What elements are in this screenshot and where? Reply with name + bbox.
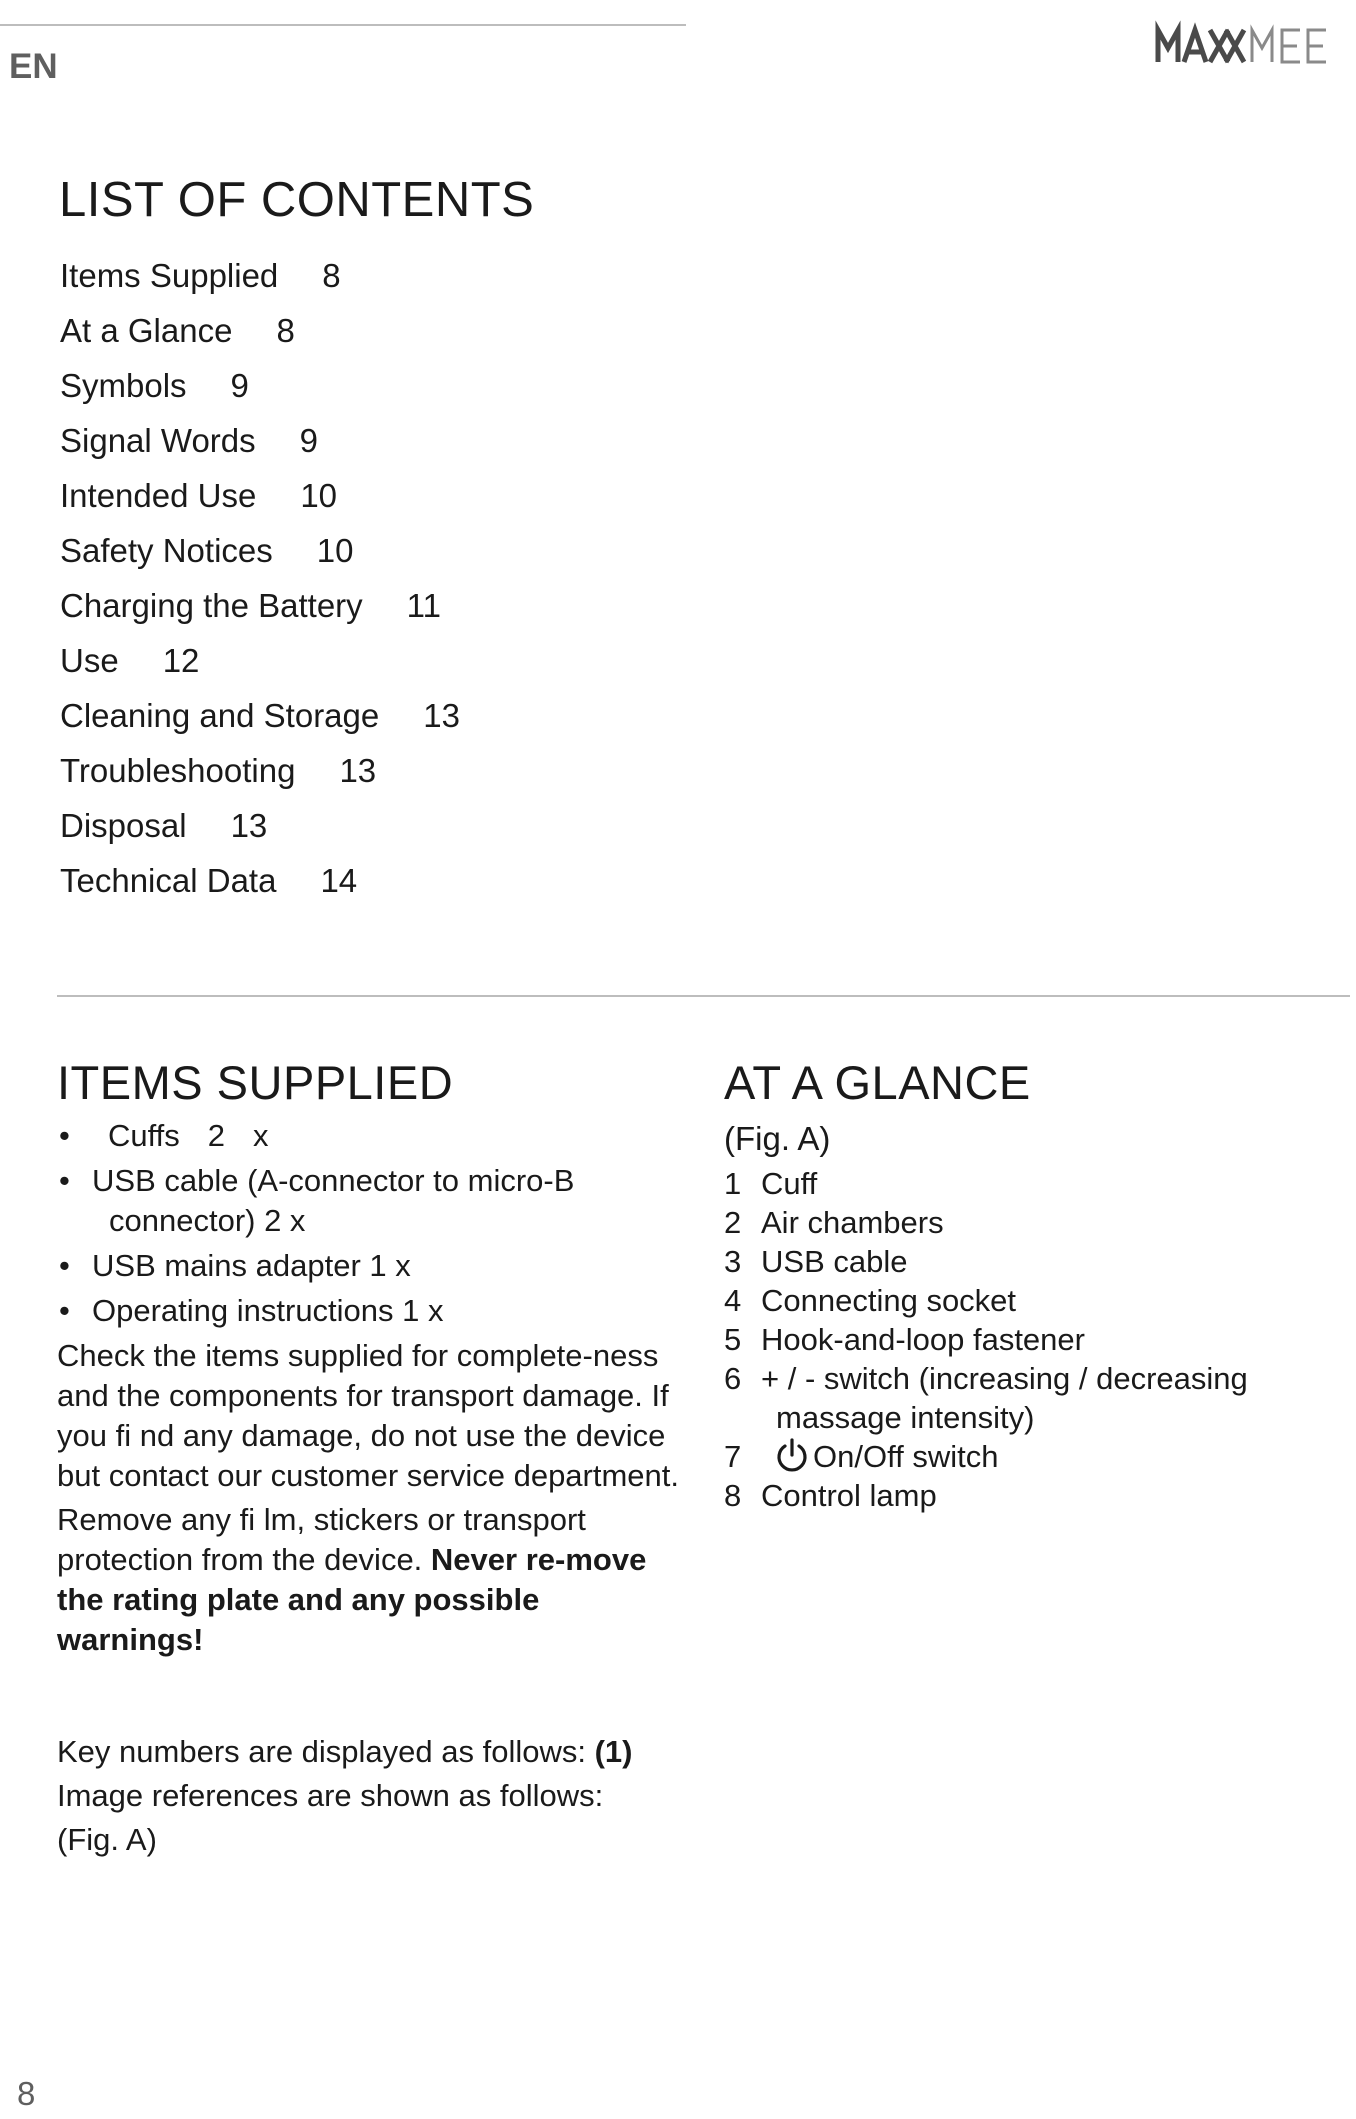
toc-item-page: 9 — [230, 367, 249, 404]
toc-item[interactable] — [60, 523, 460, 578]
item-label: Connecting socket — [761, 1283, 1017, 1318]
toc-item-label: Technical Data — [60, 862, 277, 899]
at-a-glance-section — [724, 1055, 1344, 1515]
toc-item-label: Symbols — [60, 367, 187, 404]
reference-legend — [57, 1730, 682, 1862]
item-label-continued: connector) 2 x — [109, 1203, 306, 1238]
component-list — [724, 1164, 1344, 1515]
list-item — [724, 1242, 1344, 1281]
bullet-icon: • — [59, 1293, 70, 1328]
item-label: Control lamp — [761, 1478, 937, 1513]
key-numbers-example: (1) — [594, 1734, 633, 1769]
list-item — [724, 1320, 1344, 1359]
list-item — [724, 1203, 1344, 1242]
toc-item[interactable] — [60, 633, 460, 688]
item-number: 5 — [724, 1322, 742, 1357]
toc-title: LIST OF CONTENTS — [59, 173, 535, 227]
table-of-contents — [60, 248, 460, 908]
image-refs-text: Image references are shown as follows: — [57, 1778, 604, 1813]
items-supplied-title: ITEMS SUPPLIED — [57, 1056, 454, 1109]
toc-item-page: 12 — [162, 642, 200, 679]
items-supplied-list — [57, 1116, 682, 1331]
toc-item-label: Items Supplied — [60, 257, 279, 294]
toc-item[interactable] — [60, 743, 460, 798]
toc-item-page: 14 — [320, 862, 358, 899]
list-item — [724, 1476, 1344, 1515]
item-label: Operating instructions 1 x — [92, 1293, 444, 1328]
item-label: Cuff — [761, 1166, 818, 1201]
list-item — [57, 1291, 682, 1331]
toc-item-label: Use — [60, 642, 119, 679]
toc-item-label: Intended Use — [60, 477, 257, 514]
item-number: 7 — [724, 1439, 742, 1474]
toc-item[interactable] — [60, 798, 460, 853]
toc-item-page: 10 — [300, 477, 338, 514]
toc-item-page: 13 — [339, 752, 377, 789]
toc-item[interactable] — [60, 468, 460, 523]
toc-item-label: Safety Notices — [60, 532, 273, 569]
check-paragraph: Check the items supplied for complete-ness and the components for transport damage. If you fi nd any damage, do not use the device but contact our customer service department. — [57, 1338, 680, 1493]
list-item — [57, 1116, 682, 1156]
item-number: 8 — [724, 1478, 742, 1513]
toc-item-page: 8 — [276, 312, 295, 349]
bullet-icon: • — [59, 1248, 70, 1283]
key-numbers-line — [57, 1730, 682, 1774]
toc-item[interactable] — [60, 358, 460, 413]
item-label: On/Off switch — [813, 1439, 999, 1474]
maxxmee-logo-icon — [1154, 12, 1354, 72]
item-number: 2 — [724, 1205, 742, 1240]
toc-item-label: Charging the Battery — [60, 587, 363, 624]
toc-item-page: 13 — [230, 807, 268, 844]
list-item — [57, 1246, 682, 1286]
header-rule — [0, 24, 686, 26]
bullet-icon: • — [59, 1163, 70, 1198]
item-number: 3 — [724, 1244, 742, 1279]
key-numbers-text: Key numbers are displayed as follows: — [57, 1734, 586, 1769]
item-number: 4 — [724, 1283, 742, 1318]
toc-item-label: Disposal — [60, 807, 187, 844]
brand-logo — [1154, 12, 1354, 72]
item-number: 1 — [724, 1166, 742, 1201]
toc-item-page: 8 — [322, 257, 341, 294]
item-label-continued: massage intensity) — [776, 1400, 1035, 1435]
toc-item[interactable] — [60, 413, 460, 468]
list-item — [724, 1359, 1344, 1437]
toc-item[interactable] — [60, 303, 460, 358]
toc-item[interactable] — [60, 688, 460, 743]
items-supplied-section — [57, 1055, 682, 1862]
toc-item[interactable] — [60, 853, 460, 908]
item-multiplier: x — [253, 1118, 269, 1153]
item-label: USB cable (A-connector to micro-B — [92, 1163, 575, 1198]
toc-item-page: 11 — [406, 587, 441, 624]
toc-item-label: At a Glance — [60, 312, 233, 349]
list-item — [57, 1161, 682, 1241]
image-refs-example: (Fig. A) — [57, 1822, 157, 1857]
item-label: Air chambers — [761, 1205, 944, 1240]
remove-paragraph — [57, 1500, 682, 1660]
toc-item-label: Troubleshooting — [60, 752, 296, 789]
power-icon — [774, 1438, 810, 1472]
figure-reference: (Fig. A) — [724, 1120, 831, 1157]
remove-text: Remove any fi lm, stickers or transport protection from the device. — [57, 1502, 586, 1577]
item-label: USB mains adapter 1 x — [92, 1248, 411, 1283]
language-label: EN — [9, 47, 58, 86]
toc-item[interactable] — [60, 248, 460, 303]
bullet-icon: • — [59, 1118, 70, 1153]
at-a-glance-title: AT A GLANCE — [724, 1056, 1031, 1109]
toc-item-page: 10 — [316, 532, 354, 569]
item-quantity: 2 — [207, 1118, 226, 1153]
section-divider — [57, 995, 1350, 997]
list-item — [724, 1281, 1344, 1320]
list-item — [724, 1437, 1344, 1476]
page-number: 8 — [17, 2075, 36, 2112]
item-label: Hook-and-loop fastener — [761, 1322, 1085, 1357]
item-number: 6 — [724, 1361, 742, 1396]
toc-item-page: 13 — [423, 697, 460, 734]
toc-item-label: Signal Words — [60, 422, 256, 459]
item-label: USB cable — [761, 1244, 908, 1279]
item-label: + / - switch (increasing / decreasing — [761, 1361, 1248, 1396]
image-refs-line — [57, 1774, 682, 1818]
toc-item[interactable] — [60, 578, 460, 633]
list-item — [724, 1164, 1344, 1203]
toc-item-label: Cleaning and Storage — [60, 697, 380, 734]
warning-text: Never re-move the rating plate and any possible warnings! — [57, 1542, 647, 1657]
item-label: Cuffs — [108, 1118, 180, 1153]
toc-item-page: 9 — [299, 422, 319, 459]
